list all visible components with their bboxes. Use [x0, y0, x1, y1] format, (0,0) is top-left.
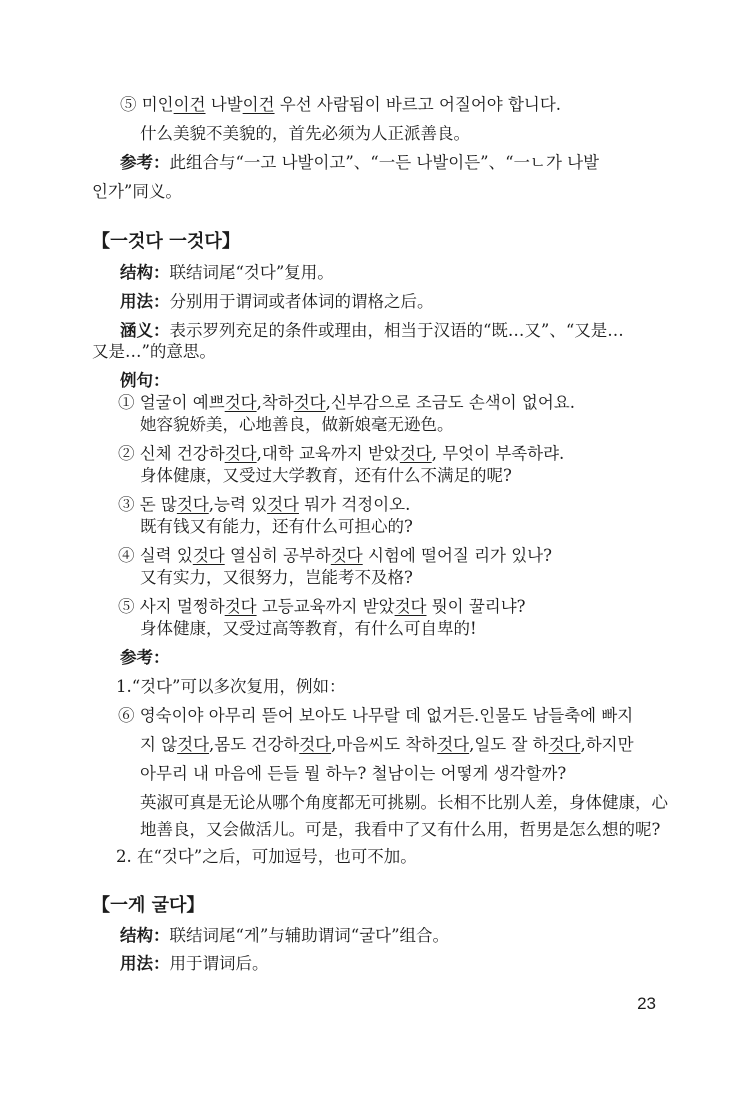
example-6-chinese-l1: 英淑可真是无论从哪个角度都无可挑剔。长相不比别人差，身体健康，心 — [140, 793, 668, 812]
meaning-line-cont: 又是…”的意思。 — [92, 342, 216, 361]
example-2-chinese: 身体健康，又受过大学教育，还有什么不满足的呢? — [140, 466, 512, 485]
meaning-line: 涵义：表示罗列充足的条件或理由，相当于汉语的“既…又”、“又是… — [120, 321, 624, 340]
usage-line: 用法：分别用于谓词或者体词的谓格之后。 — [120, 292, 434, 311]
example-5b-korean: ⑤ 사지 멀쩡하것다 고등교육까지 받았것다 뭣이 꿀리냐? — [118, 597, 526, 616]
note-2: 2. 在“것다”之后，可加逗号，也可不加。 — [116, 847, 417, 866]
page-number: 23 — [637, 994, 656, 1013]
usage-line-2: 用法：用于谓词后。 — [120, 954, 269, 973]
structure-line-2: 结构：联结词尾“게”与辅助谓词“굴다”组合。 — [120, 926, 450, 945]
reference-label: 参考： — [120, 648, 170, 667]
reference-note-cont: 인가”同义。 — [92, 182, 182, 201]
example-4-chinese: 又有实力，又很努力，岂能考不及格? — [140, 568, 413, 587]
example-6-chinese-l2: 地善良，又会做活儿。可是，我看中了又有什么用，哲男是怎么想的呢? — [140, 820, 661, 839]
example-5b-chinese: 身体健康，又受过高等教育，有什么可自卑的! — [140, 619, 477, 638]
section-heading-ge-gulda: 【一게 굴다】 — [92, 895, 205, 916]
example-1-chinese: 她容貌娇美，心地善良，做新娘毫无逊色。 — [140, 415, 454, 434]
example-5-korean: ⑤ 미인이건 나발이건 우선 사람됨이 바르고 어질어야 합니다. — [120, 95, 562, 114]
example-1-korean: ① 얼굴이 예쁘것다,착하것다,신부감으로 조금도 손색이 없어요. — [118, 393, 575, 412]
example-6-korean-l3: 아무리 내 마음에 든들 뭘 하누? 철남이는 어떻게 생각할까? — [140, 764, 567, 783]
note-1: 1.“것다”可以多次复用，例如： — [116, 677, 346, 696]
reference-note: 参考：此组合与“一고 나발이고”、“一든 나발이든”、“一ㄴ가 나발 — [120, 153, 600, 172]
examples-label: 例句： — [120, 371, 170, 390]
example-6-korean-l2: 지 않것다,몸도 건강하것다,마음씨도 착하것다,일도 잘 하것다,하지만 — [140, 735, 634, 754]
example-3-korean: ③ 돈 많것다,능력 있것다 뭐가 걱정이오. — [118, 495, 411, 514]
example-6-korean-l1: ⑥ 영숙이야 아무리 뜯어 보아도 나무랄 데 없거든.인물도 남들축에 빠지 — [118, 706, 634, 725]
section-heading-geotda: 【一것다 一것다】 — [92, 231, 240, 252]
example-5-chinese: 什么美貌不美貌的，首先必须为人正派善良。 — [140, 124, 470, 143]
example-2-korean: ② 신체 건강하것다,대학 교육까지 받았것다, 무엇이 부족하랴. — [118, 444, 565, 463]
example-3-chinese: 既有钱又有能力，还有什么可担心的? — [140, 517, 413, 536]
structure-line: 结构：联结词尾“것다”复用。 — [120, 263, 334, 282]
example-4-korean: ④ 실력 있것다 열심히 공부하것다 시험에 떨어질 리가 있나? — [118, 546, 552, 565]
